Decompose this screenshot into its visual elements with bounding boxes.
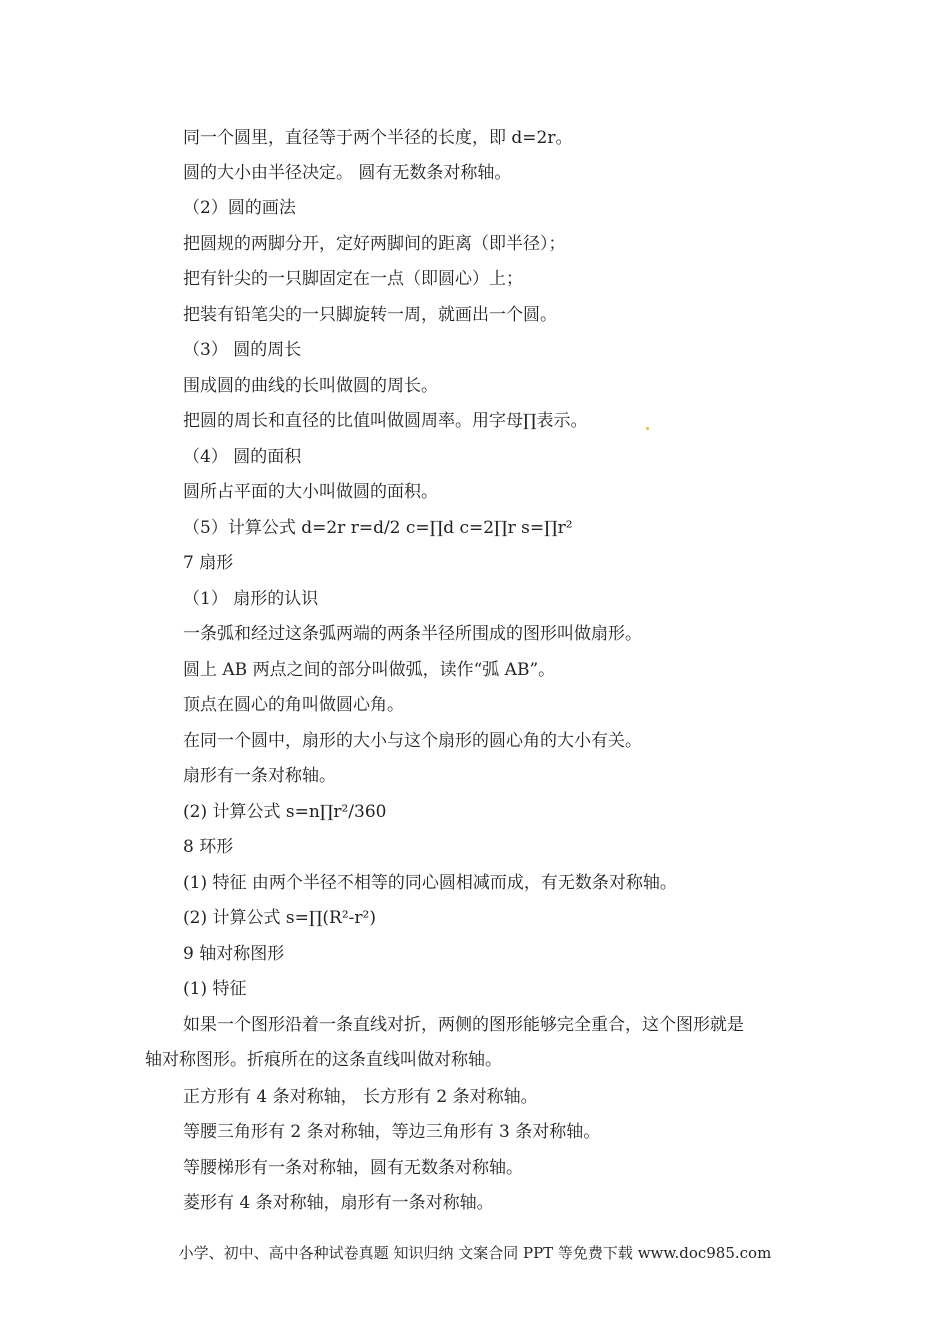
text-line: 扇形有一条对称轴。 xyxy=(183,766,336,786)
text-line: 把圆规的两脚分开，定好两脚间的距离（即半径）； xyxy=(183,234,566,254)
text-line: 7 扇形 xyxy=(183,553,234,573)
text-line: 把装有铅笔尖的一只脚旋转一周，就画出一个圆。 xyxy=(183,305,557,325)
text-line: 圆所占平面的大小叫做圆的面积。 xyxy=(183,482,438,502)
text-line: （4） 圆的面积 xyxy=(183,447,302,467)
text-line: 等腰三角形有 2 条对称轴，等边三角形有 3 条对称轴。 xyxy=(183,1122,601,1142)
text-line: 轴对称图形。折痕所在的这条直线叫做对称轴。 xyxy=(145,1050,502,1070)
text-line: 8 环形 xyxy=(183,837,234,857)
text-line: 同一个圆里，直径等于两个半径的长度，即 d=2r。 xyxy=(183,128,573,148)
text-line: 圆上 AB 两点之间的部分叫做弧，读作“弧 AB”。 xyxy=(183,660,556,680)
text-line: (1) 特征 xyxy=(183,979,247,999)
text-line: （5）计算公式 d=2r r=d/2 c=∏d c=2∏r s=∏r² xyxy=(183,518,573,538)
text-line: 在同一个圆中，扇形的大小与这个扇形的圆心角的大小有关。 xyxy=(183,731,642,751)
text-line: (2) 计算公式 s=n∏r²/360 xyxy=(183,802,387,822)
text-line: 把圆的周长和直径的比值叫做圆周率。用字母∏表示。 xyxy=(183,411,588,431)
text-line: 把有针尖的一只脚固定在一点（即圆心）上； xyxy=(183,269,523,289)
marker-dot xyxy=(646,427,649,430)
text-line: 顶点在圆心的角叫做圆心角。 xyxy=(183,695,404,715)
text-line: 如果一个图形沿着一条直线对折，两侧的图形能够完全重合，这个图形就是 xyxy=(183,1015,744,1035)
text-line: 一条弧和经过这条弧两端的两条半径所围成的图形叫做扇形。 xyxy=(183,624,642,644)
text-line: 圆的大小由半径决定。 圆有无数条对称轴。 xyxy=(183,163,512,183)
text-line: (2) 计算公式 s=∏(R²-r²) xyxy=(183,908,376,928)
text-line: 菱形有 4 条对称轴，扇形有一条对称轴。 xyxy=(183,1193,494,1213)
text-line: 围成圆的曲线的长叫做圆的周长。 xyxy=(183,376,438,396)
text-line: （1） 扇形的认识 xyxy=(183,589,319,609)
text-line: (1) 特征 由两个半径不相等的同心圆相减而成，有无数条对称轴。 xyxy=(183,873,677,893)
text-line: 9 轴对称图形 xyxy=(183,944,285,964)
text-line: 等腰梯形有一条对称轴，圆有无数条对称轴。 xyxy=(183,1158,523,1178)
text-line: 正方形有 4 条对称轴， 长方形有 2 条对称轴。 xyxy=(183,1087,538,1107)
footer-text: 小学、初中、高中各种试卷真题 知识归纳 文案合同 PPT 等免费下载 www.doc985.com xyxy=(178,1244,772,1262)
text-line: （3） 圆的周长 xyxy=(183,340,302,360)
text-line: （2）圆的画法 xyxy=(183,198,296,218)
